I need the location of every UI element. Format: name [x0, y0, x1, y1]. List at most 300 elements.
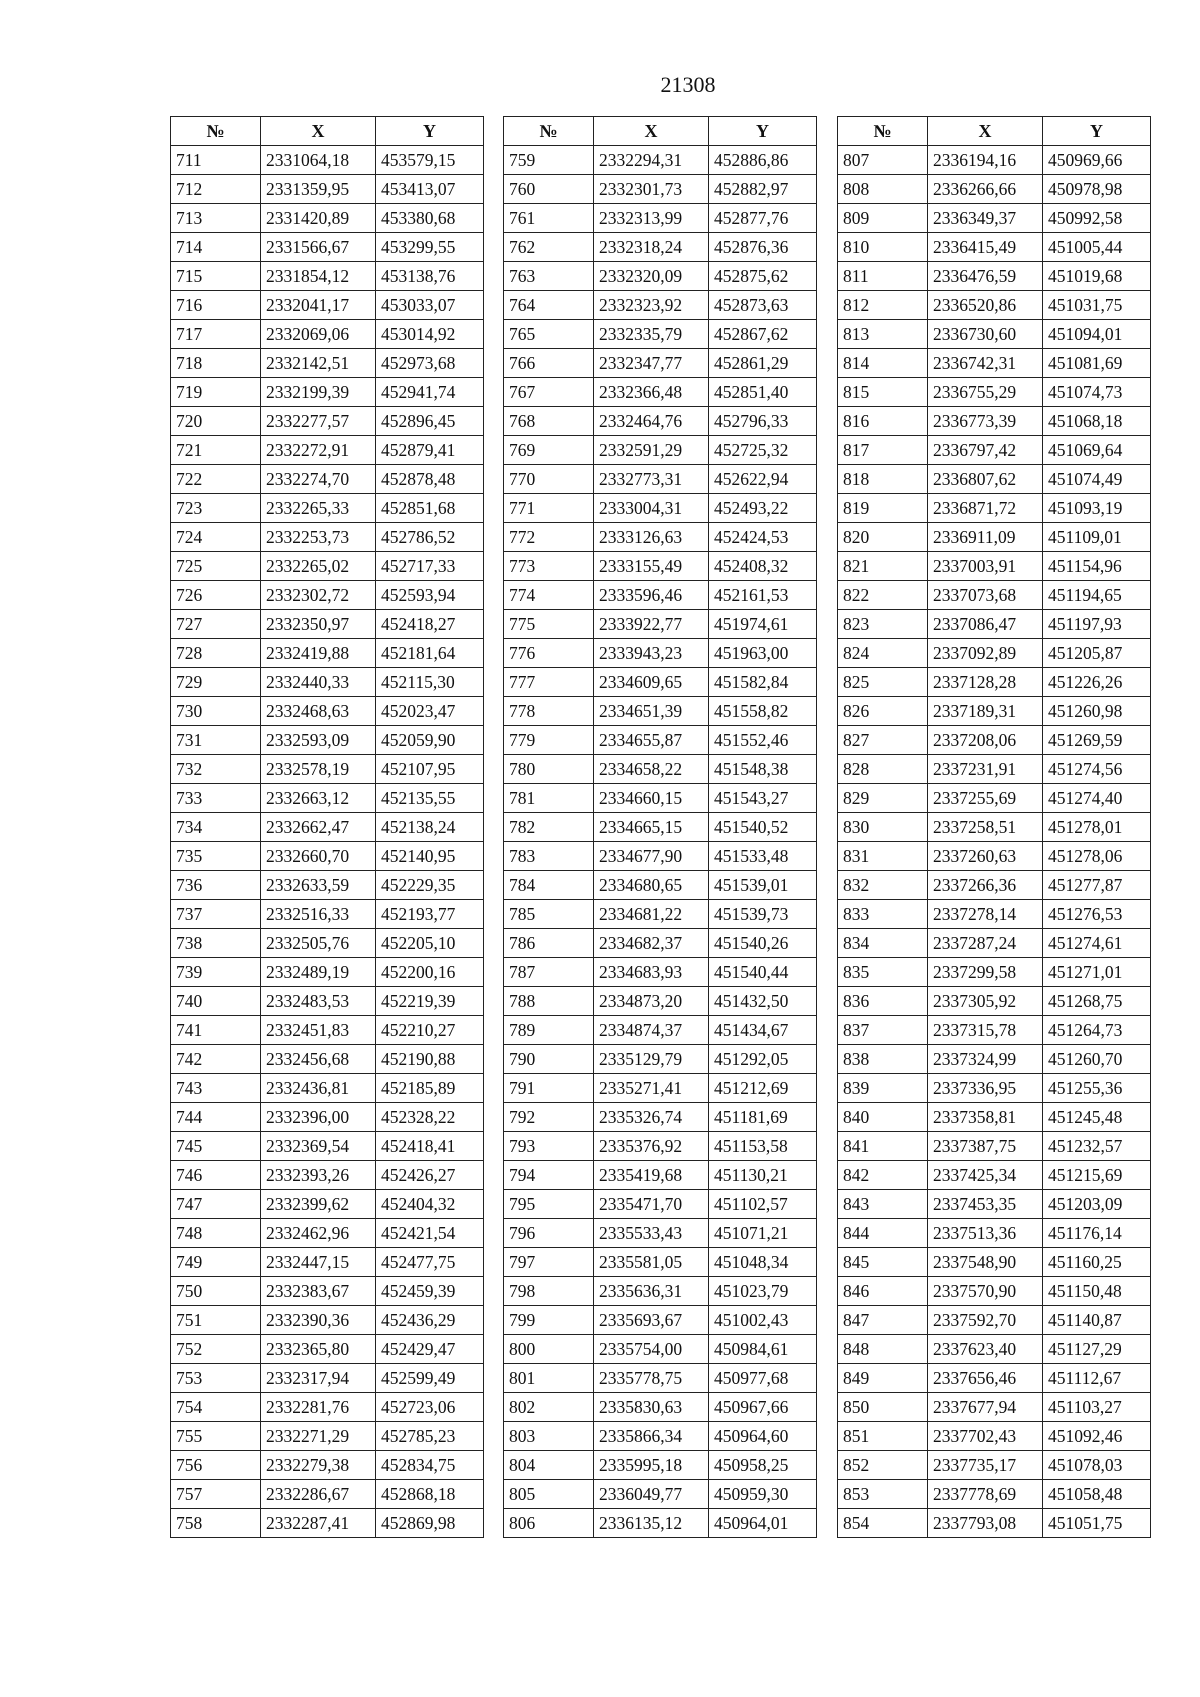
y-coordinate-cell: 452059,90: [376, 726, 484, 755]
y-coordinate-cell: 451260,98: [1043, 697, 1151, 726]
x-coordinate-cell: 2331420,89: [261, 204, 376, 233]
x-coordinate-cell: 2337092,89: [928, 639, 1043, 668]
x-coordinate-cell: 2334680,65: [594, 871, 709, 900]
y-coordinate-cell: 453299,55: [376, 233, 484, 262]
table-row: [838, 639, 1151, 668]
table-row: [504, 1190, 817, 1219]
x-coordinate-cell: 2332265,33: [261, 494, 376, 523]
table-row: [838, 204, 1151, 233]
table-row: [504, 1509, 817, 1538]
x-coordinate-cell: 2332440,33: [261, 668, 376, 697]
y-coordinate-cell: 452834,75: [376, 1451, 484, 1480]
column-header: №: [838, 117, 928, 146]
x-coordinate-cell: 2332317,94: [261, 1364, 376, 1393]
table-row: [838, 1509, 1151, 1538]
x-coordinate-cell: 2336476,59: [928, 262, 1043, 291]
table-row: [171, 697, 484, 726]
x-coordinate-cell: 2336807,62: [928, 465, 1043, 494]
point-number-cell: 720: [171, 407, 261, 436]
y-coordinate-cell: 451582,84: [709, 668, 817, 697]
point-number-cell: 746: [171, 1161, 261, 1190]
x-coordinate-cell: 2332456,68: [261, 1045, 376, 1074]
x-coordinate-cell: 2336049,77: [594, 1480, 709, 1509]
y-coordinate-cell: 452210,27: [376, 1016, 484, 1045]
point-number-cell: 794: [504, 1161, 594, 1190]
y-coordinate-cell: 452426,27: [376, 1161, 484, 1190]
point-number-cell: 719: [171, 378, 261, 407]
point-number-cell: 758: [171, 1509, 261, 1538]
table-row: [504, 233, 817, 262]
point-number-cell: 711: [171, 146, 261, 175]
table-row: [171, 900, 484, 929]
x-coordinate-cell: 2334658,22: [594, 755, 709, 784]
y-coordinate-cell: 452138,24: [376, 813, 484, 842]
y-coordinate-cell: 452408,32: [709, 552, 817, 581]
x-coordinate-cell: 2336730,60: [928, 320, 1043, 349]
y-coordinate-cell: 451963,00: [709, 639, 817, 668]
y-coordinate-cell: 452229,35: [376, 871, 484, 900]
table-row: [504, 1335, 817, 1364]
y-coordinate-cell: 451103,27: [1043, 1393, 1151, 1422]
y-coordinate-cell: 451203,09: [1043, 1190, 1151, 1219]
y-coordinate-cell: 450964,60: [709, 1422, 817, 1451]
table-row: [504, 1480, 817, 1509]
table-row: [171, 465, 484, 494]
table-row: [504, 436, 817, 465]
x-coordinate-cell: 2337231,91: [928, 755, 1043, 784]
y-coordinate-cell: 451434,67: [709, 1016, 817, 1045]
y-coordinate-cell: 452882,97: [709, 175, 817, 204]
point-number-cell: 736: [171, 871, 261, 900]
x-coordinate-cell: 2336194,16: [928, 146, 1043, 175]
x-coordinate-cell: 2332436,81: [261, 1074, 376, 1103]
table-row: [171, 262, 484, 291]
table-row: [838, 494, 1151, 523]
y-coordinate-cell: 451102,57: [709, 1190, 817, 1219]
point-number-cell: 834: [838, 929, 928, 958]
table-row: [504, 813, 817, 842]
x-coordinate-cell: 2334655,87: [594, 726, 709, 755]
x-coordinate-cell: 2332350,97: [261, 610, 376, 639]
y-coordinate-cell: 451540,52: [709, 813, 817, 842]
y-coordinate-cell: 451181,69: [709, 1103, 817, 1132]
x-coordinate-cell: 2337778,69: [928, 1480, 1043, 1509]
x-coordinate-cell: 2332419,88: [261, 639, 376, 668]
y-coordinate-cell: 452868,18: [376, 1480, 484, 1509]
y-coordinate-cell: 452873,63: [709, 291, 817, 320]
table-row: [838, 262, 1151, 291]
point-number-cell: 741: [171, 1016, 261, 1045]
x-coordinate-cell: 2332660,70: [261, 842, 376, 871]
point-number-cell: 755: [171, 1422, 261, 1451]
point-number-cell: 854: [838, 1509, 928, 1538]
point-number-cell: 795: [504, 1190, 594, 1219]
y-coordinate-cell: 451540,44: [709, 958, 817, 987]
table-row: [171, 1132, 484, 1161]
table-row: [838, 1451, 1151, 1480]
x-coordinate-cell: 2332313,99: [594, 204, 709, 233]
x-coordinate-cell: 2337358,81: [928, 1103, 1043, 1132]
x-coordinate-cell: 2332302,72: [261, 581, 376, 610]
x-coordinate-cell: 2332041,17: [261, 291, 376, 320]
table-row: [838, 378, 1151, 407]
table-row: [504, 349, 817, 378]
y-coordinate-cell: 452878,48: [376, 465, 484, 494]
table-row: [171, 581, 484, 610]
point-number-cell: 837: [838, 1016, 928, 1045]
table-row: [171, 552, 484, 581]
table-row: [171, 871, 484, 900]
point-number-cell: 838: [838, 1045, 928, 1074]
table-row: [504, 726, 817, 755]
point-number-cell: 813: [838, 320, 928, 349]
x-coordinate-cell: 2337299,58: [928, 958, 1043, 987]
x-coordinate-cell: 2332396,00: [261, 1103, 376, 1132]
y-coordinate-cell: 452459,39: [376, 1277, 484, 1306]
point-number-cell: 775: [504, 610, 594, 639]
y-coordinate-cell: 453413,07: [376, 175, 484, 204]
point-number-cell: 822: [838, 581, 928, 610]
point-number-cell: 774: [504, 581, 594, 610]
x-coordinate-cell: 2333004,31: [594, 494, 709, 523]
point-number-cell: 824: [838, 639, 928, 668]
y-coordinate-cell: 453579,15: [376, 146, 484, 175]
y-coordinate-cell: 451160,25: [1043, 1248, 1151, 1277]
table-row: [504, 784, 817, 813]
x-coordinate-cell: 2337425,34: [928, 1161, 1043, 1190]
point-number-cell: 740: [171, 987, 261, 1016]
table-header-row: [171, 117, 484, 146]
point-number-cell: 852: [838, 1451, 928, 1480]
point-number-cell: 712: [171, 175, 261, 204]
table-row: [504, 378, 817, 407]
point-number-cell: 754: [171, 1393, 261, 1422]
point-number-cell: 782: [504, 813, 594, 842]
y-coordinate-cell: 452593,94: [376, 581, 484, 610]
x-coordinate-cell: 2335326,74: [594, 1103, 709, 1132]
table-row: [171, 1277, 484, 1306]
table-row: [838, 1393, 1151, 1422]
y-coordinate-cell: 452877,76: [709, 204, 817, 233]
point-number-cell: 747: [171, 1190, 261, 1219]
y-coordinate-cell: 452851,68: [376, 494, 484, 523]
x-coordinate-cell: 2337656,46: [928, 1364, 1043, 1393]
x-coordinate-cell: 2332663,12: [261, 784, 376, 813]
point-number-cell: 779: [504, 726, 594, 755]
x-coordinate-cell: 2334683,93: [594, 958, 709, 987]
y-coordinate-cell: 450958,25: [709, 1451, 817, 1480]
x-coordinate-cell: 2336911,09: [928, 523, 1043, 552]
table-row: [838, 900, 1151, 929]
y-coordinate-cell: 450977,68: [709, 1364, 817, 1393]
point-number-cell: 811: [838, 262, 928, 291]
x-coordinate-cell: 2333943,23: [594, 639, 709, 668]
point-number-cell: 789: [504, 1016, 594, 1045]
table-row: [838, 465, 1151, 494]
y-coordinate-cell: 451540,26: [709, 929, 817, 958]
y-coordinate-cell: 451078,03: [1043, 1451, 1151, 1480]
y-coordinate-cell: 451277,87: [1043, 871, 1151, 900]
x-coordinate-cell: 2332516,33: [261, 900, 376, 929]
y-coordinate-cell: 451533,48: [709, 842, 817, 871]
point-number-cell: 797: [504, 1248, 594, 1277]
point-number-cell: 733: [171, 784, 261, 813]
point-number-cell: 777: [504, 668, 594, 697]
table-row: [504, 1132, 817, 1161]
y-coordinate-cell: 452421,54: [376, 1219, 484, 1248]
x-coordinate-cell: 2337266,36: [928, 871, 1043, 900]
point-number-cell: 814: [838, 349, 928, 378]
point-number-cell: 771: [504, 494, 594, 523]
table-row: [838, 1074, 1151, 1103]
y-coordinate-cell: 451274,61: [1043, 929, 1151, 958]
table-row: [171, 1045, 484, 1074]
point-number-cell: 815: [838, 378, 928, 407]
point-number-cell: 839: [838, 1074, 928, 1103]
point-number-cell: 801: [504, 1364, 594, 1393]
point-number-cell: 773: [504, 552, 594, 581]
table-row: [838, 1190, 1151, 1219]
x-coordinate-cell: 2332286,67: [261, 1480, 376, 1509]
table-row: [504, 987, 817, 1016]
y-coordinate-cell: 452851,40: [709, 378, 817, 407]
table-header-row: [838, 117, 1151, 146]
table-row: [504, 900, 817, 929]
table-row: [838, 291, 1151, 320]
x-coordinate-cell: 2332451,83: [261, 1016, 376, 1045]
y-coordinate-cell: 452879,41: [376, 436, 484, 465]
table-row: [504, 262, 817, 291]
x-coordinate-cell: 2337387,75: [928, 1132, 1043, 1161]
y-coordinate-cell: 451127,29: [1043, 1335, 1151, 1364]
y-coordinate-cell: 451543,27: [709, 784, 817, 813]
y-coordinate-cell: 451130,21: [709, 1161, 817, 1190]
point-number-cell: 806: [504, 1509, 594, 1538]
coordinate-table-1: [170, 116, 484, 1538]
table-row: [171, 1480, 484, 1509]
table-row: [838, 436, 1151, 465]
table-row: [171, 1393, 484, 1422]
table-row: [171, 639, 484, 668]
x-coordinate-cell: 2335129,79: [594, 1045, 709, 1074]
point-number-cell: 842: [838, 1161, 928, 1190]
y-coordinate-cell: 451058,48: [1043, 1480, 1151, 1509]
x-coordinate-cell: 2332773,31: [594, 465, 709, 494]
x-coordinate-cell: 2333922,77: [594, 610, 709, 639]
x-coordinate-cell: 2332265,02: [261, 552, 376, 581]
y-coordinate-cell: 451255,36: [1043, 1074, 1151, 1103]
table-row: [504, 204, 817, 233]
point-number-cell: 851: [838, 1422, 928, 1451]
table-row: [838, 610, 1151, 639]
y-coordinate-cell: 451093,19: [1043, 494, 1151, 523]
table-row: [171, 610, 484, 639]
y-coordinate-cell: 452161,53: [709, 581, 817, 610]
table-row: [171, 1364, 484, 1393]
table-row: [838, 320, 1151, 349]
point-number-cell: 792: [504, 1103, 594, 1132]
point-number-cell: 781: [504, 784, 594, 813]
y-coordinate-cell: 452205,10: [376, 929, 484, 958]
y-coordinate-cell: 451023,79: [709, 1277, 817, 1306]
point-number-cell: 752: [171, 1335, 261, 1364]
y-coordinate-cell: 453380,68: [376, 204, 484, 233]
x-coordinate-cell: 2336773,39: [928, 407, 1043, 436]
x-coordinate-cell: 2334665,15: [594, 813, 709, 842]
x-coordinate-cell: 2332462,96: [261, 1219, 376, 1248]
point-number-cell: 776: [504, 639, 594, 668]
point-number-cell: 846: [838, 1277, 928, 1306]
y-coordinate-cell: 452200,16: [376, 958, 484, 987]
table-row: [504, 494, 817, 523]
x-coordinate-cell: 2332447,15: [261, 1248, 376, 1277]
table-row: [504, 1277, 817, 1306]
y-coordinate-cell: 451092,46: [1043, 1422, 1151, 1451]
table-row: [838, 349, 1151, 378]
point-number-cell: 714: [171, 233, 261, 262]
x-coordinate-cell: 2332347,77: [594, 349, 709, 378]
table-row: [838, 1335, 1151, 1364]
x-coordinate-cell: 2332294,31: [594, 146, 709, 175]
coordinate-table-3: [837, 116, 1151, 1538]
table-row: [504, 871, 817, 900]
point-number-cell: 766: [504, 349, 594, 378]
y-coordinate-cell: 451205,87: [1043, 639, 1151, 668]
x-coordinate-cell: 2332142,51: [261, 349, 376, 378]
x-coordinate-cell: 2337260,63: [928, 842, 1043, 871]
x-coordinate-cell: 2335376,92: [594, 1132, 709, 1161]
y-coordinate-cell: 451176,14: [1043, 1219, 1151, 1248]
table-row: [838, 784, 1151, 813]
x-coordinate-cell: 2332366,48: [594, 378, 709, 407]
table-row: [838, 697, 1151, 726]
point-number-cell: 772: [504, 523, 594, 552]
x-coordinate-cell: 2337305,92: [928, 987, 1043, 1016]
x-coordinate-cell: 2334874,37: [594, 1016, 709, 1045]
x-coordinate-cell: 2332399,62: [261, 1190, 376, 1219]
point-number-cell: 716: [171, 291, 261, 320]
page-number: 21308: [660, 72, 716, 97]
table-row: [838, 407, 1151, 436]
y-coordinate-cell: 452867,62: [709, 320, 817, 349]
table-row: [504, 1045, 817, 1074]
y-coordinate-cell: 452493,22: [709, 494, 817, 523]
table-row: [504, 1219, 817, 1248]
x-coordinate-cell: 2332199,39: [261, 378, 376, 407]
x-coordinate-cell: 2337548,90: [928, 1248, 1043, 1277]
x-coordinate-cell: 2336797,42: [928, 436, 1043, 465]
x-coordinate-cell: 2335778,75: [594, 1364, 709, 1393]
point-number-cell: 734: [171, 813, 261, 842]
point-number-cell: 788: [504, 987, 594, 1016]
point-number-cell: 723: [171, 494, 261, 523]
x-coordinate-cell: 2332277,57: [261, 407, 376, 436]
table-row: [838, 1480, 1151, 1509]
y-coordinate-cell: 451071,21: [709, 1219, 817, 1248]
x-coordinate-cell: 2332320,09: [594, 262, 709, 291]
point-number-cell: 749: [171, 1248, 261, 1277]
y-coordinate-cell: 450978,98: [1043, 175, 1151, 204]
table-row: [171, 291, 484, 320]
x-coordinate-cell: 2332578,19: [261, 755, 376, 784]
y-coordinate-cell: 451292,05: [709, 1045, 817, 1074]
table-row: [171, 1074, 484, 1103]
x-coordinate-cell: 2333155,49: [594, 552, 709, 581]
y-coordinate-cell: 450992,58: [1043, 204, 1151, 233]
point-number-cell: 729: [171, 668, 261, 697]
point-number-cell: 726: [171, 581, 261, 610]
y-coordinate-cell: 452023,47: [376, 697, 484, 726]
table-row: [504, 407, 817, 436]
table-row: [171, 1219, 484, 1248]
x-coordinate-cell: 2337677,94: [928, 1393, 1043, 1422]
table-row: [838, 755, 1151, 784]
y-coordinate-cell: 452140,95: [376, 842, 484, 871]
y-coordinate-cell: 451109,01: [1043, 523, 1151, 552]
y-coordinate-cell: 452786,52: [376, 523, 484, 552]
y-coordinate-cell: 451245,48: [1043, 1103, 1151, 1132]
point-number-cell: 750: [171, 1277, 261, 1306]
y-coordinate-cell: 451005,44: [1043, 233, 1151, 262]
point-number-cell: 796: [504, 1219, 594, 1248]
y-coordinate-cell: 451548,38: [709, 755, 817, 784]
y-coordinate-cell: 452135,55: [376, 784, 484, 813]
x-coordinate-cell: 2332489,19: [261, 958, 376, 987]
y-coordinate-cell: 451069,64: [1043, 436, 1151, 465]
y-coordinate-cell: 452429,47: [376, 1335, 484, 1364]
x-coordinate-cell: 2332390,36: [261, 1306, 376, 1335]
y-coordinate-cell: 451264,73: [1043, 1016, 1151, 1045]
point-number-cell: 853: [838, 1480, 928, 1509]
point-number-cell: 830: [838, 813, 928, 842]
y-coordinate-cell: 453033,07: [376, 291, 484, 320]
point-number-cell: 728: [171, 639, 261, 668]
point-number-cell: 827: [838, 726, 928, 755]
y-coordinate-cell: 452599,49: [376, 1364, 484, 1393]
table-row: [171, 1103, 484, 1132]
y-coordinate-cell: 451197,93: [1043, 610, 1151, 639]
y-coordinate-cell: 451153,58: [709, 1132, 817, 1161]
point-number-cell: 832: [838, 871, 928, 900]
table-row: [838, 668, 1151, 697]
x-coordinate-cell: 2331854,12: [261, 262, 376, 291]
y-coordinate-cell: 452181,64: [376, 639, 484, 668]
y-coordinate-cell: 451140,87: [1043, 1306, 1151, 1335]
table-row: [838, 1219, 1151, 1248]
point-number-cell: 802: [504, 1393, 594, 1422]
table-row: [838, 1277, 1151, 1306]
x-coordinate-cell: 2337336,95: [928, 1074, 1043, 1103]
table-row: [504, 1103, 817, 1132]
table-row: [838, 842, 1151, 871]
point-number-cell: 823: [838, 610, 928, 639]
table-row: [838, 1422, 1151, 1451]
table-row: [504, 146, 817, 175]
point-number-cell: 845: [838, 1248, 928, 1277]
table-row: [171, 378, 484, 407]
point-number-cell: 804: [504, 1451, 594, 1480]
x-coordinate-cell: 2337793,08: [928, 1509, 1043, 1538]
y-coordinate-cell: 450967,66: [709, 1393, 817, 1422]
point-number-cell: 844: [838, 1219, 928, 1248]
table-row: [504, 581, 817, 610]
point-number-cell: 833: [838, 900, 928, 929]
y-coordinate-cell: 451112,67: [1043, 1364, 1151, 1393]
x-coordinate-cell: 2332335,79: [594, 320, 709, 349]
table-row: [171, 233, 484, 262]
table-row: [504, 958, 817, 987]
table-row: [838, 813, 1151, 842]
